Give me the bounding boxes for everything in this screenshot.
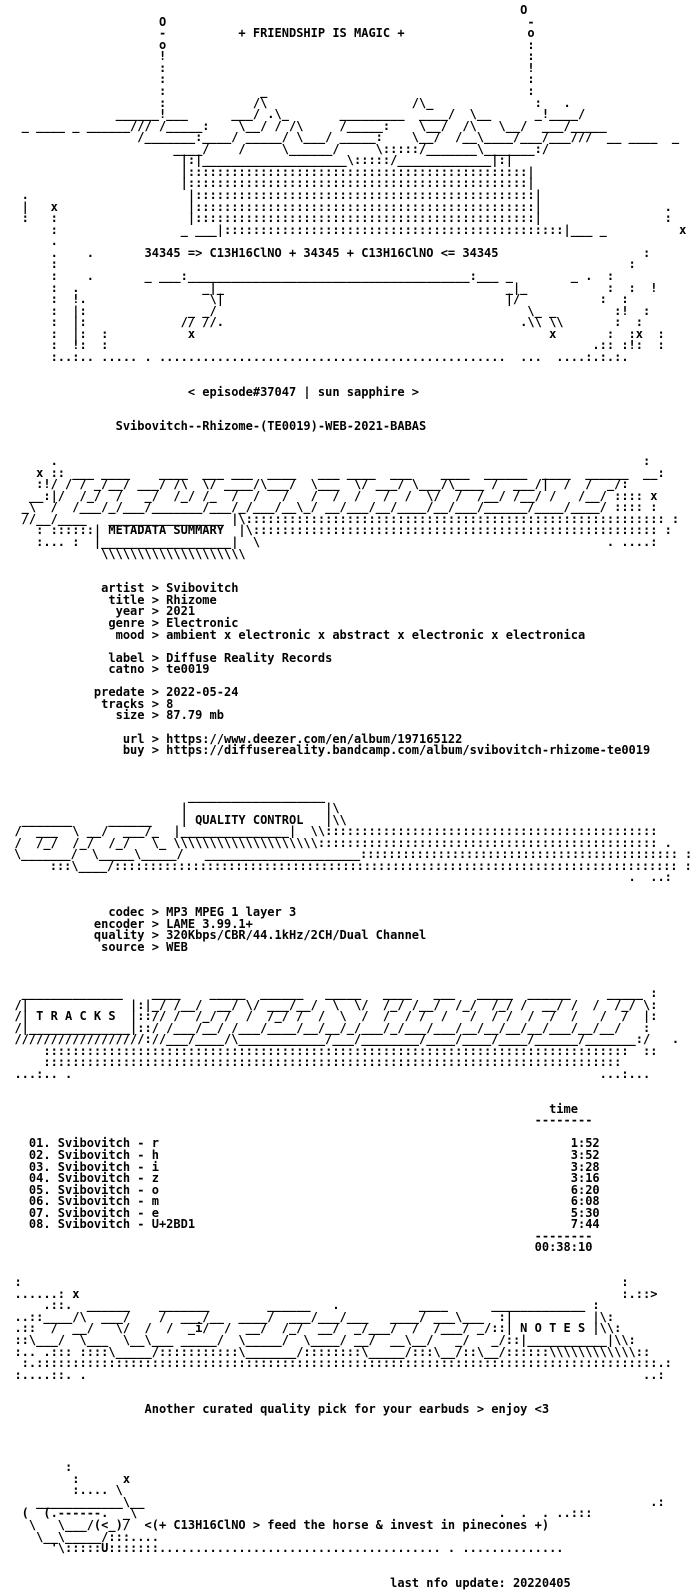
nfo-line: :.. .::: ::::\_____/:::::::::::\_______/::::::::\_____/:::\__/::\__/::::::\\\\\\\\\\\\:: bbox=[0, 1344, 651, 1359]
nfo-line: //////////////////://___/____/\____________/___/________/____/____/____/______/_______:/ . bbox=[0, 1032, 680, 1047]
nfo-line: ! : bbox=[0, 49, 535, 64]
nfo-line: : x bbox=[0, 1471, 131, 1486]
nfo-line: Svibovitch--Rhizome-(TE0019)-WEB-2021-BABAS bbox=[0, 419, 427, 434]
nfo-line: encoder > LAME 3.99.1+ bbox=[0, 916, 253, 931]
nfo-line: Another curated quality pick for your earbuds > enjoy <3 bbox=[0, 1402, 550, 1417]
nfo-line: |:::::::::::::::::::::::::::::::::::::::::::::::| bbox=[0, 176, 535, 191]
nfo-line: . ..: bbox=[0, 870, 672, 885]
nfo-line: .:: / __/ \/ / / _i/ / __/ /_/ __/ _/___/ / /___/ _/::| N O T E S |\\: bbox=[0, 1321, 622, 1336]
nfo-line: .::. ______ _______ ______ . ____ _____________ : bbox=[0, 1298, 600, 1313]
nfo-line: quality > 320Kbps/CBR/44.1kHz/2CH/Dual Channel bbox=[0, 928, 427, 943]
nfo-line: . . 34345 => C13H16ClNO + 34345 + C13H16ClNO <= 34345 : bbox=[0, 245, 651, 260]
nfo-line: -------- bbox=[0, 1228, 593, 1243]
nfo-line: :!/ / / _/__/ ___/ /\ \/ ____/\___/ \___ \/ ___/ \___/\____ / ___/| / / _/: bbox=[0, 477, 629, 492]
nfo-line: . bbox=[0, 234, 58, 249]
nfo-line: 04. Svibovitch - z 3:16 bbox=[0, 1171, 600, 1186]
nfo-line: o : bbox=[0, 37, 535, 52]
nfo-line: . : bbox=[0, 454, 651, 469]
nfo-line: O - bbox=[0, 14, 535, 29]
nfo-line: : !: : .:: :!: : bbox=[0, 338, 665, 353]
nfo-line: tracks > 8 bbox=[0, 696, 174, 711]
nfo-line: : |: : x x : :x : bbox=[0, 326, 665, 341]
nfo-line: time bbox=[0, 1101, 578, 1116]
nfo-line: : _ : bbox=[0, 83, 535, 98]
nfo-line: ::::::::::::::::::::::::::::::::::::::::::::::::::::::::::::::::::::::::::::::::: :: bbox=[0, 1043, 658, 1058]
nfo-line: __:|/ /_/ / _/ /_/ /_ / / / / / / / / \/ / /__/ /__/ / /__/ :::: x bbox=[0, 488, 658, 503]
nfo-line: ( (.------. _\ . . . ..::: bbox=[0, 1506, 593, 1521]
nfo-line: ___________________ bbox=[0, 789, 326, 804]
nfo-line: ______________ ____ _____ ______ _____ ____ ___ _____ ______ _____ : bbox=[0, 986, 658, 1001]
nfo-line: |:|____________________\:::::/_____________|:| bbox=[0, 153, 513, 168]
nfo-line: _ ____ _ ______/// /_____: \__/ / /\ /_____: \__/ /\ \__/ ___/_____ bbox=[0, 118, 607, 133]
nfo-line: / /_/ /_/ /_/ \_ \\\\\\\\\\\\\\\\\\\\::::::::::::::::::::::::::::::::::::::::::::::: . bbox=[0, 835, 672, 850]
nfo-line: : : |:::::::::::::::::::::::::::::::::::::::::::::::| : bbox=[0, 211, 672, 226]
nfo-line: 02. Svibovitch - h 3:52 bbox=[0, 1147, 600, 1162]
nfo-line: :::\____/::::::::::::::::::::::::::::::::::::::::::::::::::::::::::::::::::::::::::::::: : bbox=[0, 858, 692, 873]
nfo-line: : _ ___|:::::::::::::::::::::::::::::::::::::::::::::::|___ _ x bbox=[0, 222, 687, 237]
nfo-line: : !. \| |/ : : bbox=[0, 292, 629, 307]
nfo-line: < episode#37047 | sun sapphire > bbox=[0, 384, 420, 399]
nfo-line: 08. Svibovitch - U+2BD1 7:44 bbox=[0, 1217, 600, 1232]
nfo-line: : ! bbox=[0, 60, 535, 75]
nfo-line: | |\ bbox=[0, 801, 340, 815]
nfo-line: : : bbox=[0, 72, 535, 87]
nfo-line: \\\\\\\\\\\\\\\\\\\\ bbox=[0, 546, 246, 561]
nfo-line: ______!___ ___/ .\_ _________ ____/ \__ _!____/ bbox=[0, 107, 586, 122]
nfo-line: predate > 2022-05-24 bbox=[0, 685, 239, 700]
nfo-line: \ \___/(<_)/ <(+ C13H16ClNO > feed the horse & invest in pinecones +) bbox=[0, 1518, 550, 1533]
nfo-line: /_______:____/ _____/ \___/ _____: \__/ /__\____/___/___/// __ ____ _ bbox=[0, 130, 680, 145]
nfo-line: \_______/ \_____\_____/ ______________________::::::::::::::::::::::::::::::::::::::::::::: : bbox=[0, 847, 693, 862]
nfo-line: year > 2021 bbox=[0, 604, 196, 619]
nfo-line: 07. Svibovitch - e 5:30 bbox=[0, 1205, 600, 1220]
nfo-line: /| T R A C K S |::// / /_/ / / /_/ / / \ / / / / / / / / / / / / / |: bbox=[0, 1009, 658, 1024]
nfo-line: . |:::::::::::::::::::::::::::::::::::::::::::::::| bbox=[0, 188, 542, 203]
nfo-line: :.::::::::::::::::::::::::::::::::::::::::::::::::::::::::::::::::::::::::::::::::::::::.: bbox=[0, 1356, 672, 1371]
nfo-line: /|______________|::/ /___/__/ /___/____/__/__/_/___/_/___/___/__/__/__/__/___/__/__/ : bbox=[0, 1020, 651, 1035]
nfo-line: genre > Electronic bbox=[0, 615, 239, 630]
nfo-line: :... : |__________________| \ . ....: bbox=[0, 535, 658, 549]
nfo-line: : |: // //. .\\ \\ : : bbox=[0, 315, 643, 330]
nfo-line: 06. Svibovitch - m 6:08 bbox=[0, 1194, 600, 1209]
nfo-line: '\:::::U:::::::....................................... . .............. bbox=[0, 1541, 564, 1556]
nfo-line: 01. Svibovitch - r 1:52 bbox=[0, 1136, 600, 1151]
nfo-line: x :: ___ ____ ____ ___ ___ ____ ___ ____ ___ ____ ______ ____ ______ __: bbox=[0, 465, 665, 480]
nfo-line: : |: _ _/ \_ _ :! : bbox=[0, 303, 651, 318]
nfo-line: : : bbox=[0, 257, 636, 272]
nfo-line: last nfo update: 20220405 bbox=[0, 1575, 571, 1590]
nfo-line: ____________\__ .: bbox=[0, 1494, 665, 1509]
nfo-line: \__\_____/:::.... bbox=[0, 1529, 159, 1544]
nfo-line: buy > https://diffusereality.bandcamp.com/album/svibovitch-rhizome-te0019 bbox=[0, 743, 651, 758]
nfo-line: : . _|_ _|_ : : ! bbox=[0, 280, 658, 295]
nfo-line: - + FRIENDSHIP IS MAGIC + o bbox=[0, 26, 535, 41]
nfo-line: catno > te0019 bbox=[0, 662, 210, 677]
nfo-line: codec > MP3 MPEG 1 layer 3 bbox=[0, 905, 297, 920]
nfo-line: |:::::::::::::::::::::::::::::::::::::::::::::::| bbox=[0, 164, 535, 179]
nfo-line: ......: x :.::> bbox=[0, 1286, 658, 1301]
nfo-line: : : bbox=[0, 1275, 629, 1290]
nfo-line: label > Diffuse Reality Records bbox=[0, 650, 333, 665]
nfo-line: ...:.. . ...:... bbox=[0, 1067, 651, 1081]
nfo-line: /| |:|_/ /__/ __/ \/ ___/__/ \ \/ /_/ /__/ /_/ /_/ / __/ / / /_/ \: bbox=[0, 997, 658, 1012]
nfo-line: url > https://www.deezer.com/en/album/197165122 bbox=[0, 731, 463, 746]
nfo-line: :.... \ bbox=[0, 1483, 123, 1498]
nfo-line: O bbox=[0, 3, 528, 17]
nfo-line: ..::____/\ ___/ / ___/__ ____/ ___/___/___ ____/ ___\___ :| |\: bbox=[0, 1309, 615, 1324]
nfo-line: : . _ ___:_______________________________________:___ _ _ . : bbox=[0, 269, 615, 283]
nfo-line: :....::. . ..: bbox=[0, 1367, 665, 1382]
nfo-line: : bbox=[0, 1460, 73, 1475]
nfo-line: -------- bbox=[0, 1113, 593, 1128]
nfo-line: //__/____ ________________ |\:::::::::::::::::::::::::::::::::::::::::::::::::::::::::: : bbox=[0, 511, 680, 526]
nfo-line: ____/ / \______/ \:::::/_______\_______:/ bbox=[0, 141, 550, 156]
nfo-line: mood > ambient x electronic x abstract x electronic x electronica bbox=[0, 627, 586, 642]
nfo-line: : ::::::| METADATA SUMMARY |\:::::::::::::::::::::::::::::::::::::::::::::::::::::::: : bbox=[0, 523, 672, 538]
nfo-line: _\ / /___/_/___/_______/___/_/___/__\_/ __/___/__/____/__/___/______/____/____/ :::: : bbox=[0, 500, 658, 515]
nfo-line: size > 87.79 mb bbox=[0, 708, 224, 723]
nfo-line: 03. Svibovitch - i 3:28 bbox=[0, 1159, 600, 1174]
nfo-line: _______ ______ | QUALITY CONTROL |\\ bbox=[0, 812, 347, 827]
nfo-line: :::::::::::::::::::::::::::::::::::::::::::::::::::::::::::::::::::::::::::::::: bbox=[0, 1055, 622, 1070]
nfo-line: 00:38:10 bbox=[0, 1240, 593, 1255]
nfo-line: : /\ /\_ : . bbox=[0, 95, 571, 110]
nfo-line: :..:.. ..... . ................................................ ... ....:.:.:. bbox=[0, 349, 629, 364]
nfo-line: / ___ \ __/ ___/_ |_______________| \\:::::::::::::::::::::::::::::::::::::::::::::: bbox=[0, 824, 658, 839]
nfo-line: source > WEB bbox=[0, 939, 188, 954]
nfo-line: 05. Svibovitch - o 6:20 bbox=[0, 1182, 600, 1197]
nfo-line: ::\___/ \___ \__\___ _____/ \_____/ \____/ __/ __\__/ _/ _/::|___________|\\: bbox=[0, 1333, 636, 1347]
nfo-line: | x |:::::::::::::::::::::::::::::::::::::::::::::::| . bbox=[0, 199, 672, 214]
nfo-line: artist > Svibovitch bbox=[0, 581, 239, 596]
nfo-line: title > Rhizome bbox=[0, 592, 217, 607]
